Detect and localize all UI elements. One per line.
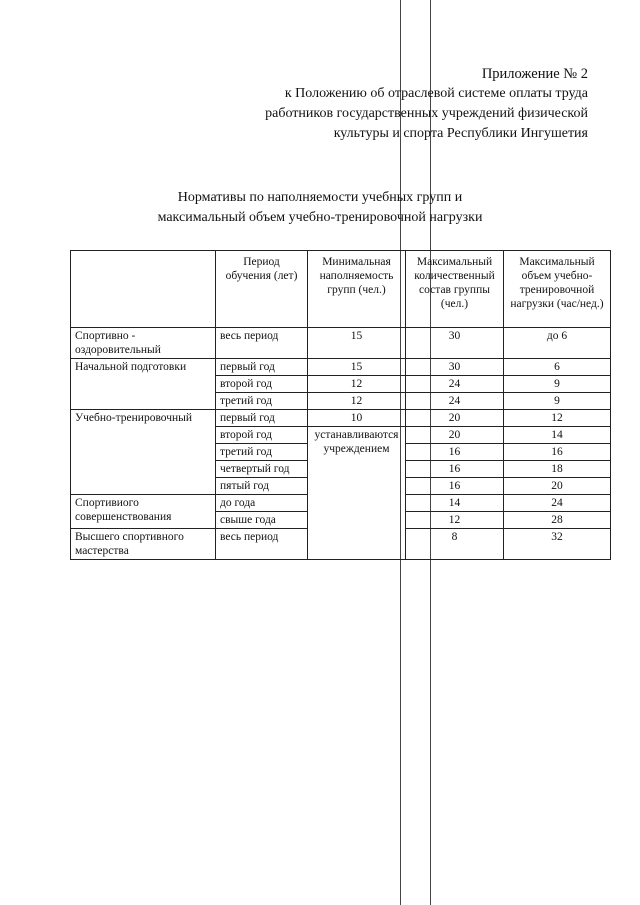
period-cell: первый год [216,410,308,427]
max-cell: 16 [406,478,504,495]
max-cell: 16 [406,444,504,461]
min-cell: 12 [308,393,406,410]
load-cell: 24 [504,495,611,512]
max-cell: 30 [406,328,504,359]
document-title [60,188,580,228]
appendix-header [188,64,588,144]
min-cell: 10 [308,410,406,427]
max-cell: 30 [406,359,504,376]
stage-perfection: Спортивиого совершенствования [71,495,216,529]
appendix-line: к Положению об отраслевой системе оплаты труда [284,86,588,101]
period-cell: весь период [216,529,308,560]
max-cell: 12 [406,512,504,529]
column-header [71,251,216,328]
period-cell: свыше года [216,512,308,529]
period-cell: второй год [216,376,308,393]
max-cell: 24 [406,393,504,410]
period-cell: весь период [216,328,308,359]
load-cell: 9 [504,393,611,410]
load-cell: 9 [504,376,611,393]
stage-health: Спортивно - оздоровительный [71,328,216,359]
stage-training: Учебно-тренировочный [71,410,216,495]
max-cell: 8 [406,529,504,560]
load-cell: 14 [504,427,611,444]
appendix-number: Приложение № 2 [481,66,588,82]
stage-initial: Начальной подготовки [71,359,216,410]
stage-mastery: Высшего спортивного мастерства [71,529,216,560]
appendix-line: культуры и спорта Республики Ингушетия [333,126,588,141]
min-cell: 12 [308,376,406,393]
period-cell: первый год [216,359,308,376]
appendix-line: работников государственных учреждений физической [265,106,588,121]
established-by-institution: устанавливаются учреждением [308,427,406,560]
max-cell: 16 [406,461,504,478]
period-cell: третий год [216,444,308,461]
column-header-max: Максимальный количественный состав группы (чел.) [406,251,504,328]
period-cell: второй год [216,427,308,444]
load-cell: 18 [504,461,611,478]
load-cell: до 6 [504,328,611,359]
period-cell: третий год [216,393,308,410]
table-row [71,359,611,376]
max-cell: 20 [406,410,504,427]
period-cell: до года [216,495,308,512]
table-row [71,328,611,359]
min-cell: 15 [308,328,406,359]
title-line: максимальный объем учебно-тренировочной нагрузки [157,210,483,225]
load-cell: 28 [504,512,611,529]
load-cell: 32 [504,529,611,560]
max-cell: 20 [406,427,504,444]
column-header-load: Максимальный объем учебно-тренировочной нагрузки (час/нед.) [504,251,611,328]
min-cell: 15 [308,359,406,376]
load-cell: 12 [504,410,611,427]
table-header-row [71,251,611,328]
load-cell: 6 [504,359,611,376]
column-header-period: Период обучения (лет) [216,251,308,328]
period-cell: пятый год [216,478,308,495]
norms-table [70,250,611,560]
title-line: Нормативы по наполняемости учебных групп и [177,190,463,205]
period-cell: четвертый год [216,461,308,478]
max-cell: 14 [406,495,504,512]
max-cell: 24 [406,376,504,393]
column-header-min: Минимальная наполняемость групп (чел.) [308,251,406,328]
table-row [71,410,611,427]
load-cell: 20 [504,478,611,495]
load-cell: 16 [504,444,611,461]
